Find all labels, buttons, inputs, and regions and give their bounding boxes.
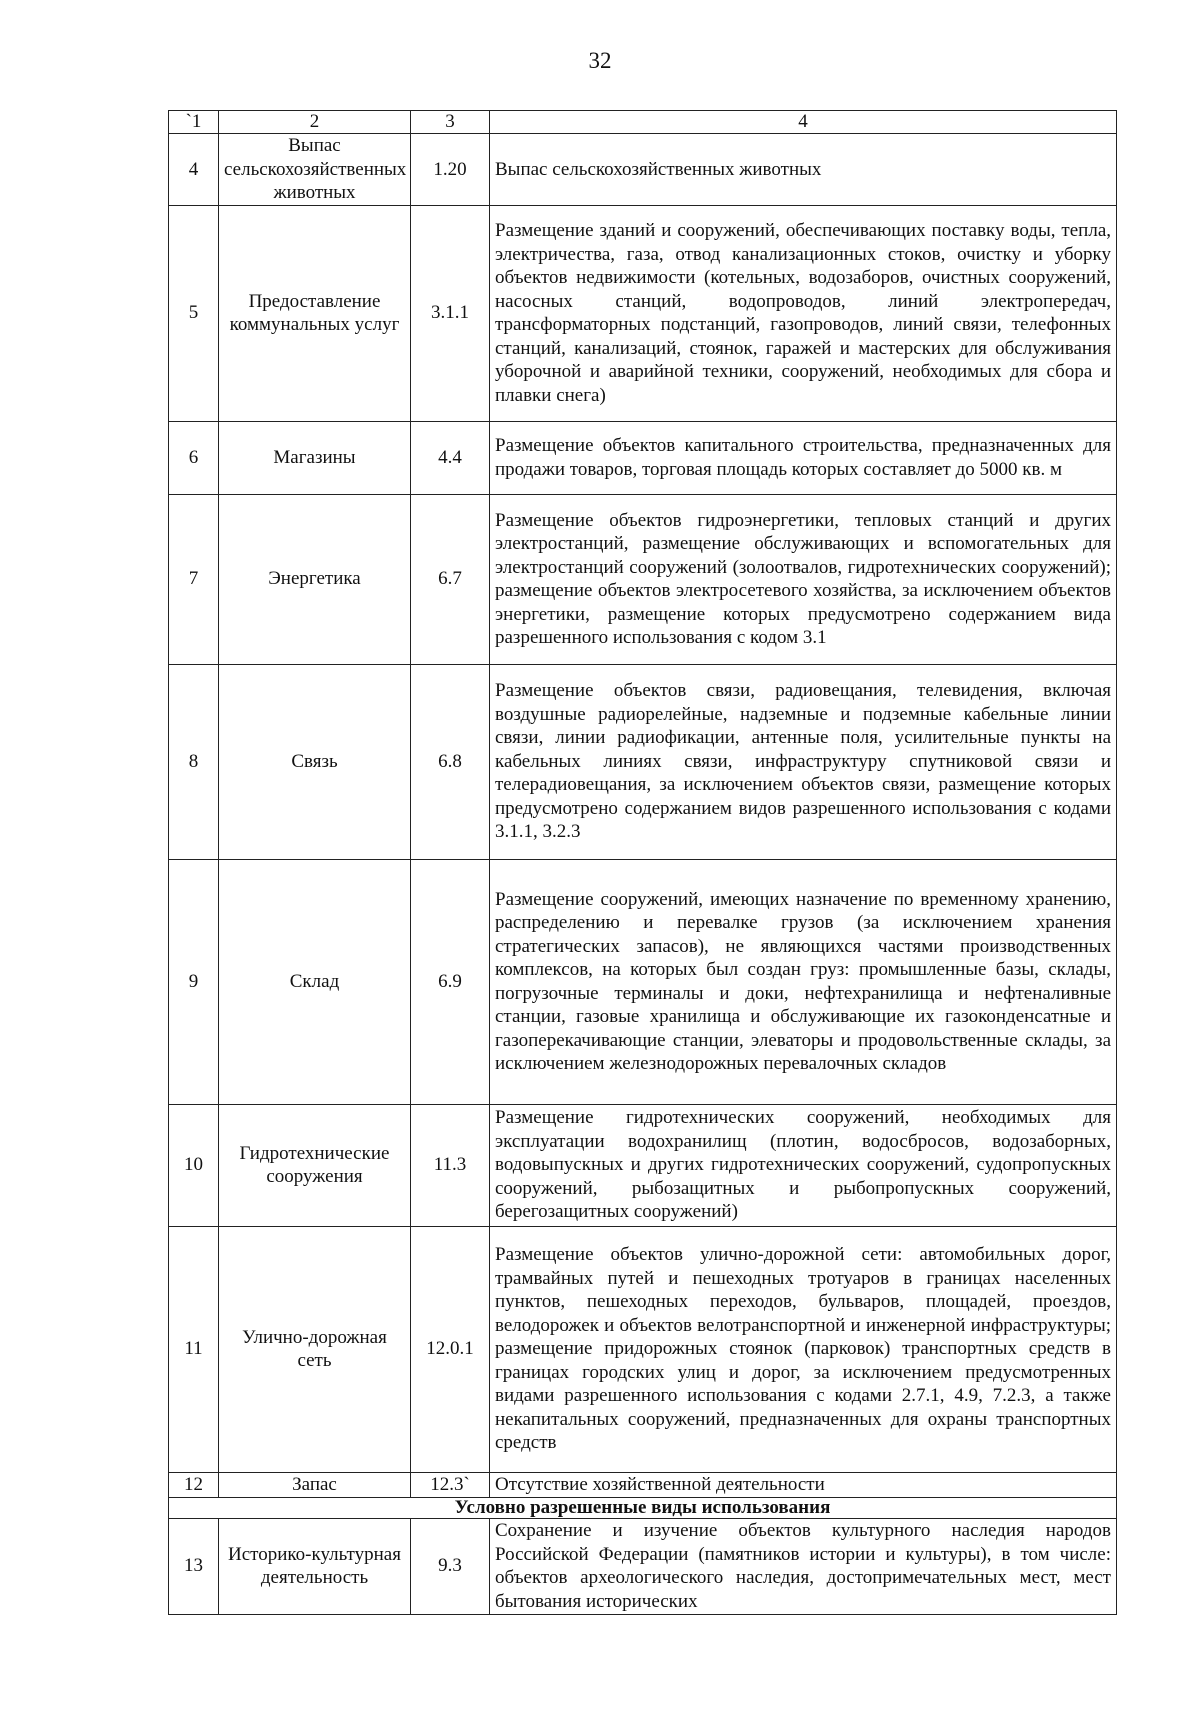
use-description: Отсутствие хозяйственной деятельности [490,1472,1117,1497]
use-name: Энергетика [219,494,411,664]
header-col-1: `1 [169,111,219,134]
use-code: 9.3 [411,1518,490,1614]
use-description: Размещение объектов связи, радиовещания, телевидения, включая воздушные радиорелейные, надземные и подземные кабельные линии связи, линии радиофикации, антенные поля, усилительные пункты на кабельных линиях связи, инфраструктуру спутниковой связи и телерадиовещания, за исключением объектов связи, размещение которых предусмотрено содержанием видов разрешенного использования с кодами 3.1.1, 3.2.3 [490,664,1117,859]
use-code: 12.0.1 [411,1226,490,1472]
row-number: 11 [169,1226,219,1472]
land-use-table [168,110,1117,1615]
page-number: 32 [588,48,612,73]
use-name: Гидротехнические сооружения [219,1104,411,1226]
row-number: 13 [169,1518,219,1614]
use-name: Предоставление коммунальных услуг [219,205,411,421]
use-description: Выпас сельскохозяйственных животных [490,134,1117,206]
section-title: Условно разрешенные виды использования [169,1497,1117,1518]
table-row [169,205,1117,421]
header-col-2: 2 [219,111,411,134]
row-number: 9 [169,859,219,1104]
table-header-row [169,111,1117,134]
use-name: Историко-культурная деятельность [219,1518,411,1614]
use-description: Размещение объектов гидроэнергетики, тепловых станций и других электростанций, размещение обслуживающих и вспомогательных для электростанций сооружений (золоотвалов, гидротехнических сооружений); размещение объектов электросетевого хозяйства, за исключением объектов энергетики, размещение которых предусмотрено содержанием вида разрешенного использования с кодом 3.1 [490,494,1117,664]
table-row [169,1472,1117,1497]
use-name: Запас [219,1472,411,1497]
row-number: 7 [169,494,219,664]
table-row [169,494,1117,664]
header-col-3: 3 [411,111,490,134]
table-row [169,134,1117,206]
use-name: Связь [219,664,411,859]
table-row [169,859,1117,1104]
table-row [169,1104,1117,1226]
table-row [169,1518,1117,1614]
use-name: Магазины [219,421,411,494]
use-code: 6.7 [411,494,490,664]
use-description: Размещение сооружений, имеющих назначение по временному хранению, распределению и перевалке грузов (за исключением хранения стратегических запасов), не являющихся частями производственных комплексов, на которых был создан груз: промышленные базы, склады, погрузочные терминалы и доки, нефтехранилища и нефтеналивные станции, газовые хранилища и обслуживающие их газоконденсатные и газоперекачивающие станции, элеваторы и продовольственные склады, за исключением железнодорожных перевалочных складов [490,859,1117,1104]
row-number: 10 [169,1104,219,1226]
use-description: Размещение объектов капитального строительства, предназначенных для продажи товаров, торговая площадь которых составляет до 5000 кв. м [490,421,1117,494]
use-name: Склад [219,859,411,1104]
header-col-4: 4 [490,111,1117,134]
use-description: Сохранение и изучение объектов культурного наследия народов Российской Федерации (памятников истории и культуры), в том числе: объектов археологического наследия, достопримечательных мест, мест бытования исторических [490,1518,1117,1614]
use-code: 4.4 [411,421,490,494]
table-row [169,664,1117,859]
row-number: 6 [169,421,219,494]
row-number: 8 [169,664,219,859]
row-number: 4 [169,134,219,206]
table-body [169,111,1117,1615]
use-code: 3.1.1 [411,205,490,421]
use-code: 1.20 [411,134,490,206]
use-description: Размещение гидротехнических сооружений, необходимых для эксплуатации водохранилищ (плотин, водосбросов, водозаборных, водовыпускных и других гидротехнических сооружений, судопропускных сооружений, рыбозащитных и рыбопропускных сооружений, берегозащитных сооружений) [490,1104,1117,1226]
use-description: Размещение зданий и сооружений, обеспечивающих поставку воды, тепла, электричества, газа, отвод канализационных стоков, очистку и уборку объектов недвижимости (котельных, водозаборов, очистных сооружений, насосных станций, водопроводов, линий электропередач, трансформаторных подстанций, газопроводов, линий связи, телефонных станций, канализаций, стоянок, гаражей и мастерских для обслуживания уборочной и аварийной техники, сооружений, необходимых для сбора и плавки снега) [490,205,1117,421]
use-description: Размещение объектов улично-дорожной сети: автомобильных дорог, трамвайных путей и пешеходных тротуаров в границах населенных пунктов, пешеходных переходов, бульваров, площадей, проездов, велодорожек и объектов велотранспортной и инженерной инфраструктуры; размещение придорожных стоянок (парковок) транспортных средств в границах городских улиц и дорог, за исключением предусмотренных видами разрешенного использования с кодами 2.7.1, 4.9, 7.2.3, а также некапитальных сооружений, предназначенных для охраны транспортных средств [490,1226,1117,1472]
table-row [169,421,1117,494]
row-number: 5 [169,205,219,421]
use-name: Выпас сельскохозяйственных животных [219,134,411,206]
use-code: 6.8 [411,664,490,859]
use-name: Улично-дорожная сеть [219,1226,411,1472]
use-code: 6.9 [411,859,490,1104]
row-number: 12 [169,1472,219,1497]
use-code: 12.3` [411,1472,490,1497]
use-code: 11.3 [411,1104,490,1226]
table-row [169,1226,1117,1472]
section-heading-row [169,1497,1117,1518]
